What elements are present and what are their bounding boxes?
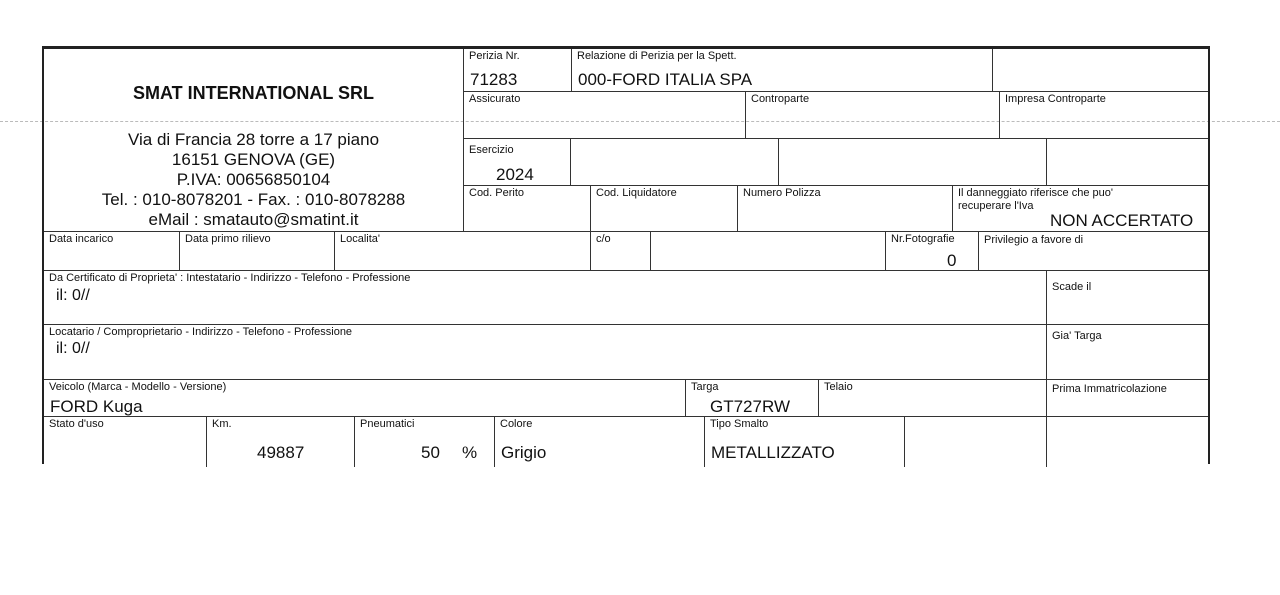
co-label: c/o [596,233,611,245]
veicolo-value: FORD Kuga [50,397,143,416]
perizia-nr-label: Perizia Nr. [469,50,520,62]
esercizio-empty-1 [571,139,779,186]
pneumatici-cell [355,417,495,467]
header-empty-cell [993,49,1208,92]
company-name: SMAT INTERNATIONAL SRL [133,83,374,103]
esercizio-label: Esercizio [469,144,514,156]
scade-label: Scade il [1052,281,1092,293]
esercizio-cell [464,139,571,186]
co-cell [591,232,651,271]
impresa-controparte-cell [1000,92,1208,139]
iva-label-line-2: recuperare l'Iva [958,200,1034,212]
address-line-4: Tel. : 010-8078201 - Fax. : 010-8078288 [101,190,406,209]
veicolo-label: Veicolo (Marca - Modello - Versione) [49,381,227,393]
proprieta-cell [44,271,1047,325]
gia-targa-label: Gia' Targa [1052,330,1102,342]
iva-cell [953,186,1208,232]
tipo-smalto-cell [705,417,905,467]
esercizio-empty-2 [779,139,1047,186]
perizia-form [42,46,1210,464]
address-line-5: eMail : smatauto@smatint.it [148,210,359,229]
address-line-3: P.IVA: 00656850104 [176,170,331,189]
pneumatici-value: 50 [421,443,440,462]
iva-value: NON ACCERTATO [1050,211,1194,230]
pneumatici-label: Pneumatici [360,418,415,430]
stato-empty-cell [905,417,1047,467]
numero-polizza-cell [738,186,953,232]
data-incarico-label: Data incarico [49,233,114,245]
esercizio-value: 2024 [496,165,534,184]
targa-value: GT727RW [710,397,790,416]
locatario-label: Locatario / Comproprietario - Indirizzo - Telefono - Professione [49,326,353,338]
km-cell [207,417,355,467]
colore-value: Grigio [501,443,547,462]
prima-immatricolazione-cell [1047,380,1208,417]
esercizio-empty-3 [1047,139,1208,186]
colore-label: Colore [500,418,533,430]
km-value: 49887 [257,443,305,462]
data-incarico-cell [44,232,180,271]
km-label: Km. [212,418,232,430]
prima-immatricolazione-label: Prima Immatricolazione [1052,383,1167,395]
stato-empty-cell-2 [1047,417,1208,467]
cod-perito-cell [464,186,591,232]
assicurato-cell [464,92,746,139]
cod-perito-label: Cod. Perito [469,187,525,199]
targa-cell [686,380,819,417]
cod-liquidatore-label: Cod. Liquidatore [596,187,677,199]
localita-cell [335,232,591,271]
co-value-cell [651,232,886,271]
controparte-cell [746,92,1000,139]
veicolo-cell [44,380,686,417]
cod-liquidatore-cell [591,186,738,232]
company-address [44,130,463,230]
iva-label-line-1: Il danneggiato riferisce che puo' [958,187,1113,199]
localita-label: Localita' [340,233,381,245]
assicurato-label: Assicurato [469,93,521,105]
tipo-smalto-value: METALLIZZATO [711,443,835,462]
perizia-nr-cell [464,49,572,92]
relazione-value: 000-FORD ITALIA SPA [578,70,753,89]
company-name-cell [44,49,464,125]
privilegio-label: Privilegio a favore di [984,234,1084,246]
proprieta-value: il: 0// [56,287,90,304]
data-primo-rilievo-cell [180,232,335,271]
relazione-label: Relazione di Perizia per la Spett. [577,50,737,62]
stato-uso-label: Stato d'uso [49,418,104,430]
locatario-value: il: 0// [56,340,90,357]
gia-targa-cell [1047,325,1208,380]
proprieta-label: Da Certificato di Proprieta' : Intestatario - Indirizzo - Telefono - Professione [49,272,411,284]
targa-label: Targa [691,381,719,393]
tipo-smalto-label: Tipo Smalto [710,418,769,430]
relazione-cell [572,49,993,92]
nr-fotografie-label: Nr.Fotografie [891,233,955,245]
colore-cell [495,417,705,467]
pneumatici-unit: % [462,443,478,462]
company-address-cell [44,125,464,232]
privilegio-cell [979,232,1208,271]
telaio-label: Telaio [824,381,853,393]
stato-uso-cell [44,417,207,467]
scade-cell [1047,271,1208,325]
nr-fotografie-cell [886,232,979,271]
controparte-label: Controparte [751,93,810,105]
address-line-2: 16151 GENOVA (GE) [171,150,336,169]
impresa-controparte-label: Impresa Controparte [1005,93,1106,105]
perizia-nr-value: 71283 [470,70,518,89]
telaio-cell [819,380,1047,417]
nr-fotografie-value: 0 [947,251,957,270]
numero-polizza-label: Numero Polizza [743,187,821,199]
locatario-cell [44,325,1047,380]
address-line-1: Via di Francia 28 torre a 17 piano [127,130,380,149]
data-primo-rilievo-label: Data primo rilievo [185,233,271,245]
